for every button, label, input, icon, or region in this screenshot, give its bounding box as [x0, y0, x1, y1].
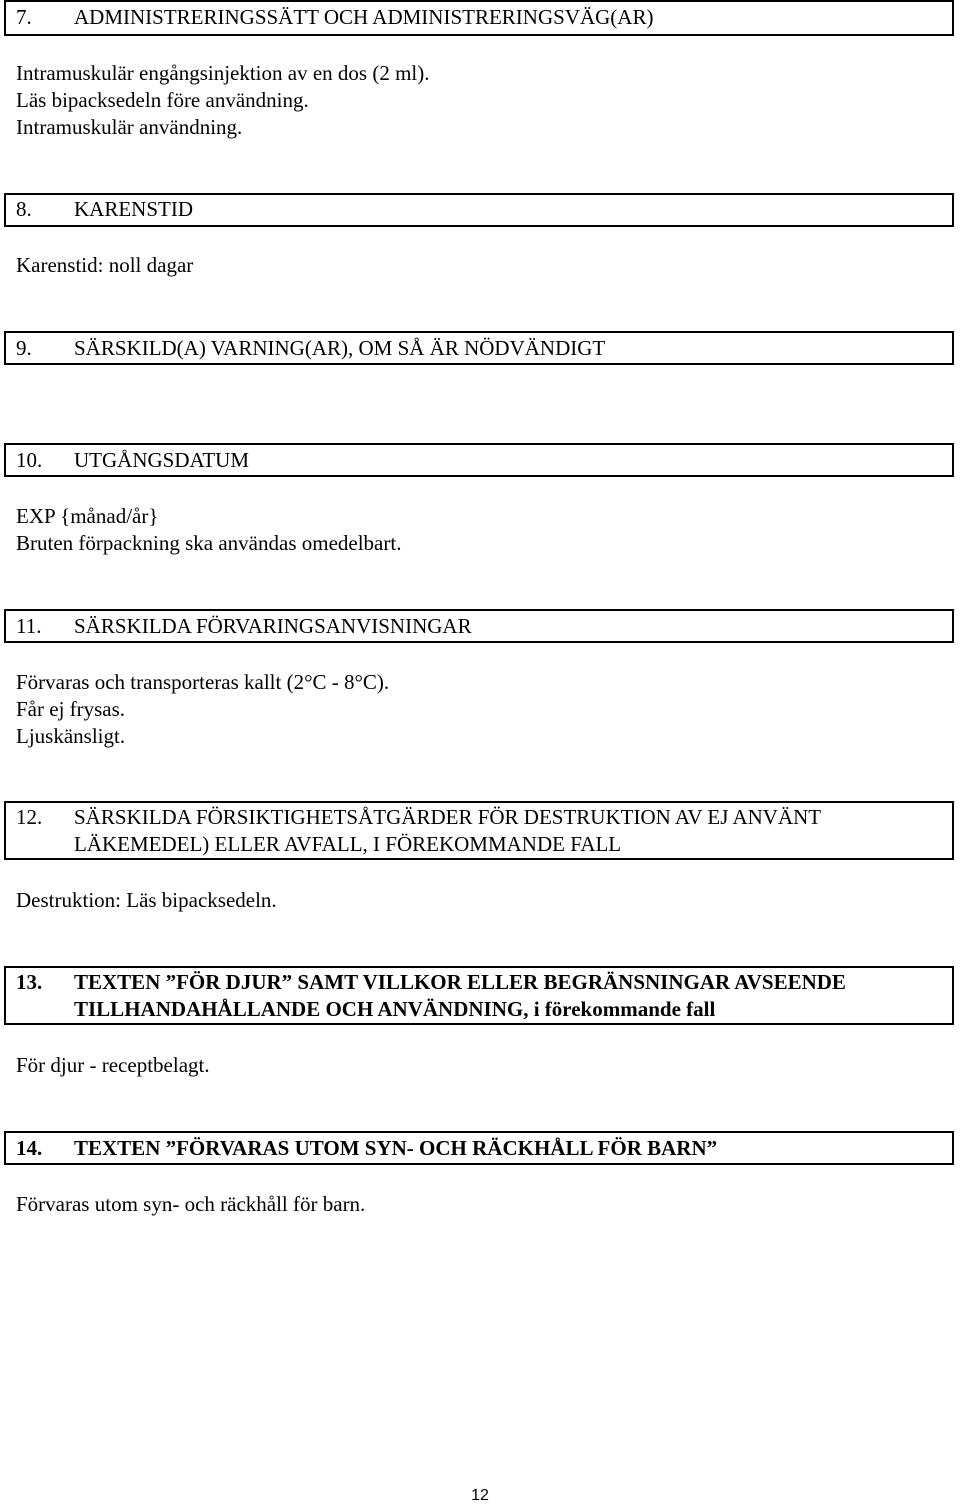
section-11-heading: [16, 613, 472, 640]
section-number: 10.: [16, 448, 43, 472]
section-11-line-2: Får ej frysas.: [16, 697, 126, 721]
section-11-line-1: Förvaras och transporteras kallt (2°C - 8°C).: [16, 670, 390, 694]
section-number: 11.: [16, 614, 42, 638]
section-7-heading: [16, 4, 653, 31]
section-12-heading-line-2: [16, 831, 621, 858]
section-number: 9.: [16, 336, 32, 360]
section-title: SÄRSKILDA FÖRSIKTIGHETSÅTGÄRDER FÖR DESTRUKTION AV EJ ANVÄNT: [74, 805, 822, 829]
section-7-line-3: Intramuskulär användning.: [16, 115, 243, 139]
section-10-heading: [16, 447, 249, 474]
section-title: KARENSTID: [74, 197, 193, 221]
section-13-heading: [16, 969, 846, 996]
section-number: 12.: [16, 805, 43, 829]
section-13-line-1: För djur - receptbelagt.: [16, 1053, 210, 1077]
section-number: 13.: [16, 970, 43, 994]
section-number: 7.: [16, 5, 32, 29]
section-number: 14.: [16, 1136, 43, 1160]
section-8-heading: [16, 196, 193, 223]
section-11-line-3: Ljuskänsligt.: [16, 724, 126, 748]
section-title-line-2: TILLHANDAHÅLLANDE OCH ANVÄNDNING, i förekommande fall: [74, 997, 716, 1021]
section-title: TEXTEN ”FÖR DJUR” SAMT VILLKOR ELLER BEGRÄNSNINGAR AVSEENDE: [74, 970, 846, 994]
section-number: 8.: [16, 197, 32, 221]
section-7-line-2: Läs bipacksedeln före användning.: [16, 88, 309, 112]
section-title: TEXTEN ”FÖRVARAS UTOM SYN- OCH RÄCKHÅLL FÖR BARN”: [74, 1136, 718, 1160]
section-14-heading: [16, 1135, 717, 1162]
section-7-line-1: Intramuskulär engångsinjektion av en dos (2 ml).: [16, 61, 430, 85]
section-9-heading: [16, 335, 605, 362]
page-number: 12: [471, 1487, 489, 1504]
section-8-line-1: Karenstid: noll dagar: [16, 253, 194, 277]
section-title: SÄRSKILD(A) VARNING(AR), OM SÅ ÄR NÖDVÄNDIGT: [74, 336, 606, 360]
section-12-line-1: Destruktion: Läs bipacksedeln.: [16, 888, 277, 912]
section-12-heading: [16, 804, 821, 831]
section-10-line-2: Bruten förpackning ska användas omedelbart.: [16, 531, 402, 555]
section-title: ADMINISTRERINGSSÄTT OCH ADMINISTRERINGSVÄG(AR): [74, 5, 654, 29]
section-14-line-1: Förvaras utom syn- och räckhåll för barn.: [16, 1192, 366, 1216]
section-title: UTGÅNGSDATUM: [74, 448, 250, 472]
section-title: SÄRSKILDA FÖRVARINGSANVISNINGAR: [74, 614, 472, 638]
section-title-line-2: LÄKEMEDEL) ELLER AVFALL, I FÖREKOMMANDE FALL: [74, 832, 622, 856]
section-13-heading-line-2: [16, 996, 715, 1023]
section-10-line-1: EXP {månad/år}: [16, 504, 159, 528]
